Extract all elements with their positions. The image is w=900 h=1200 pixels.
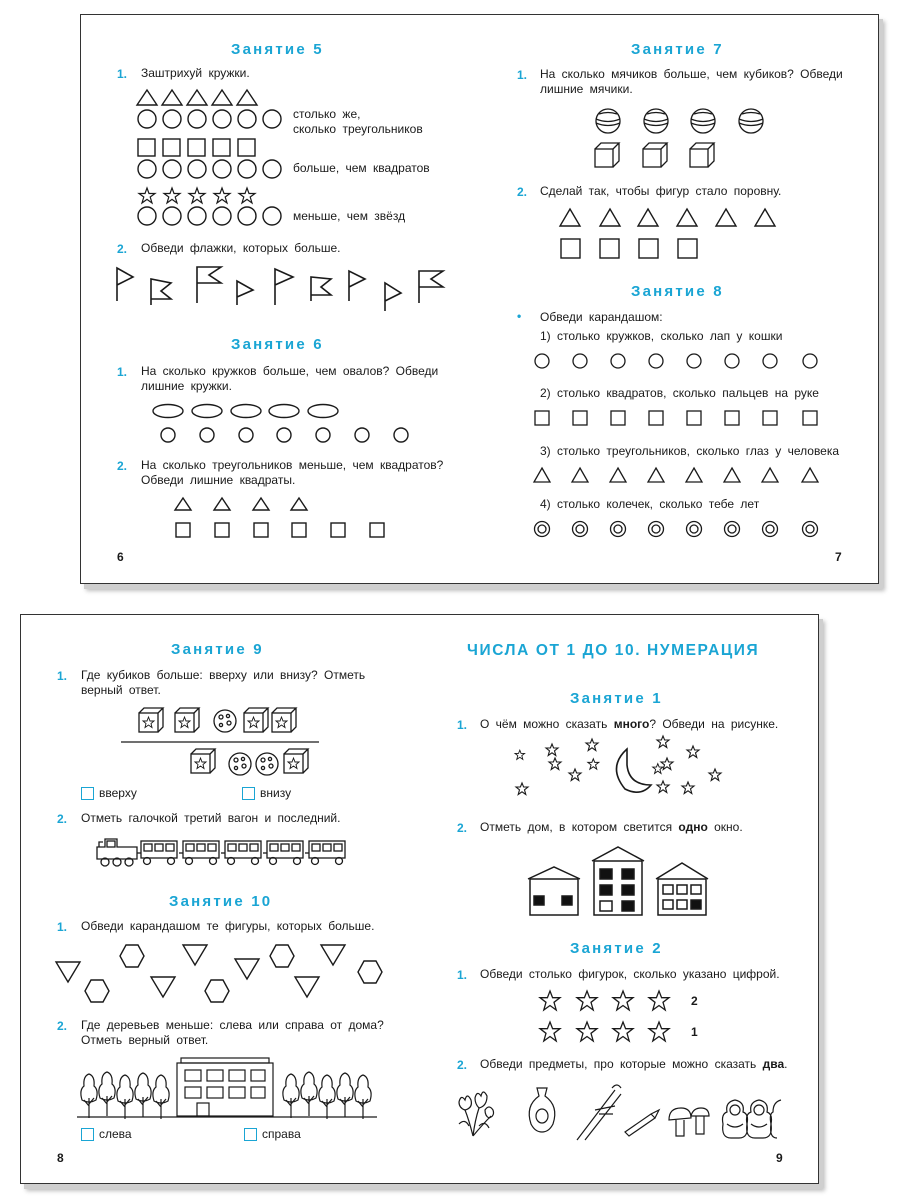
row1-caption: столько же, [293,107,361,121]
answer-checkbox-down[interactable] [242,787,255,800]
answer-checkbox-right[interactable] [244,1128,257,1141]
row2-caption: больше, чем квадратов [293,161,430,175]
task-text: верный ответ. [81,683,161,697]
task-text: Обведи лишние квадраты. [141,473,296,487]
page-number: 7 [835,550,842,564]
count-number: 2 [691,994,698,1008]
count-number: 1 [691,1025,698,1039]
task-number: 1. [457,718,468,732]
task-number: 1. [57,669,68,683]
list-item: 2) столько квадратов, сколько пальцев на руке [540,386,819,400]
page-number: 9 [776,1151,783,1165]
task-number: 1. [517,68,528,82]
task-number: 1. [57,920,68,934]
task-number: 2. [457,821,468,835]
task-text: Обведи флажки, которых больше. [141,241,341,255]
train-illustration [93,833,358,869]
task-number: 2. [517,185,528,199]
triangles-and-squares [174,497,394,542]
spread-pages-8-9 [20,614,819,1184]
task-text: Обведи карандашом: [540,310,663,324]
section-title: ЧИСЛА ОТ 1 ДО 10. НУМЕРАЦИЯ [467,642,760,659]
rings-row [533,520,833,540]
task-text: На сколько треугольников меньше, чем квадратов? [141,458,444,472]
stars-count-illustration [539,990,679,1050]
circles-row [533,352,833,372]
task-text: О чём можно сказать много? Обведи на рисунке. [480,717,779,731]
task-text: Заштрихуй кружки. [141,66,250,80]
stars-and-moon-illustration [515,739,730,801]
task-text: На сколько мячиков больше, чем кубиков? Обведи [540,67,843,81]
task-text: Обведи предметы, про которые можно сказать два. [480,1057,788,1071]
task-text: Обведи карандашом те фигуры, которых больше. [81,919,375,933]
shapes-row-stars-circles [136,187,266,227]
lesson-5-heading: Занятие 5 [231,41,324,58]
objects-illustration [455,1080,785,1140]
row1-caption: сколько треугольников [293,122,423,136]
task-text: Сделай так, чтобы фигур стало поровну. [540,184,782,198]
lesson-7-heading: Занятие 7 [631,41,724,58]
flags-illustration [113,265,453,315]
answer-checkbox-left[interactable] [81,1128,94,1141]
page-number: 8 [57,1151,64,1165]
task-text: Отметь галочкой третий вагон и последний. [81,811,341,825]
list-item: 3) столько треугольников, сколько глаз у человека [540,444,840,458]
task-number: 2. [117,459,128,473]
triangles-hexagons-illustration [55,942,385,1004]
page-number: 6 [117,550,124,564]
task-text: Где кубиков больше: вверху или внизу? Отметь [81,668,366,682]
task-text: На сколько кружков больше, чем овалов? Обведи [141,364,439,378]
task-number: 2. [117,242,128,256]
task-text: лишние кружки. [141,379,232,393]
task-text: Обведи столько фигурок, сколько указано цифрой. [480,967,780,981]
answer-label: слева [99,1127,132,1141]
answer-label: внизу [260,786,292,800]
lesson-9-heading: Занятие 9 [171,641,264,658]
lesson-1-heading: Занятие 1 [570,690,663,707]
balls-and-cubes [593,107,768,172]
task-text: Отметь верный ответ. [81,1033,209,1047]
shapes-row-triangles-circles [136,89,266,129]
three-houses-illustration [524,845,724,917]
task-text: Отметь дом, в котором светится одно окно. [480,820,743,834]
triangles-row [533,467,833,487]
triangles-and-squares-equal [559,207,809,267]
ovals-and-circles [151,403,411,448]
lesson-8-heading: Занятие 8 [631,283,724,300]
cubes-and-balls-illustration [119,707,324,779]
lesson-10-heading: Занятие 10 [169,893,273,910]
spread-pages-6-7 [80,14,879,584]
row3-caption: меньше, чем звёзд [293,209,406,223]
list-item: 4) столько колечек, сколько тебе лет [540,497,760,511]
task-number: 2. [57,812,68,826]
task-number: 1. [457,968,468,982]
task-number: 2. [457,1058,468,1072]
task-text: Где деревьев меньше: слева или справа от дома? [81,1018,384,1032]
task-text: лишние мячики. [540,82,633,96]
answer-label: вверху [99,786,137,800]
lesson-6-heading: Занятие 6 [231,336,324,353]
house-and-trees-illustration [77,1056,377,1121]
lesson-2-heading: Занятие 2 [570,940,663,957]
answer-checkbox-up[interactable] [81,787,94,800]
shapes-row-squares-circles [136,138,266,178]
list-item: 1) столько кружков, сколько лап у кошки [540,329,783,343]
task-number: 1. [117,67,128,81]
answer-label: справа [262,1127,301,1141]
bullet: • [517,309,522,323]
task-number: 2. [57,1019,68,1033]
squares-row [533,409,833,429]
task-number: 1. [117,365,128,379]
